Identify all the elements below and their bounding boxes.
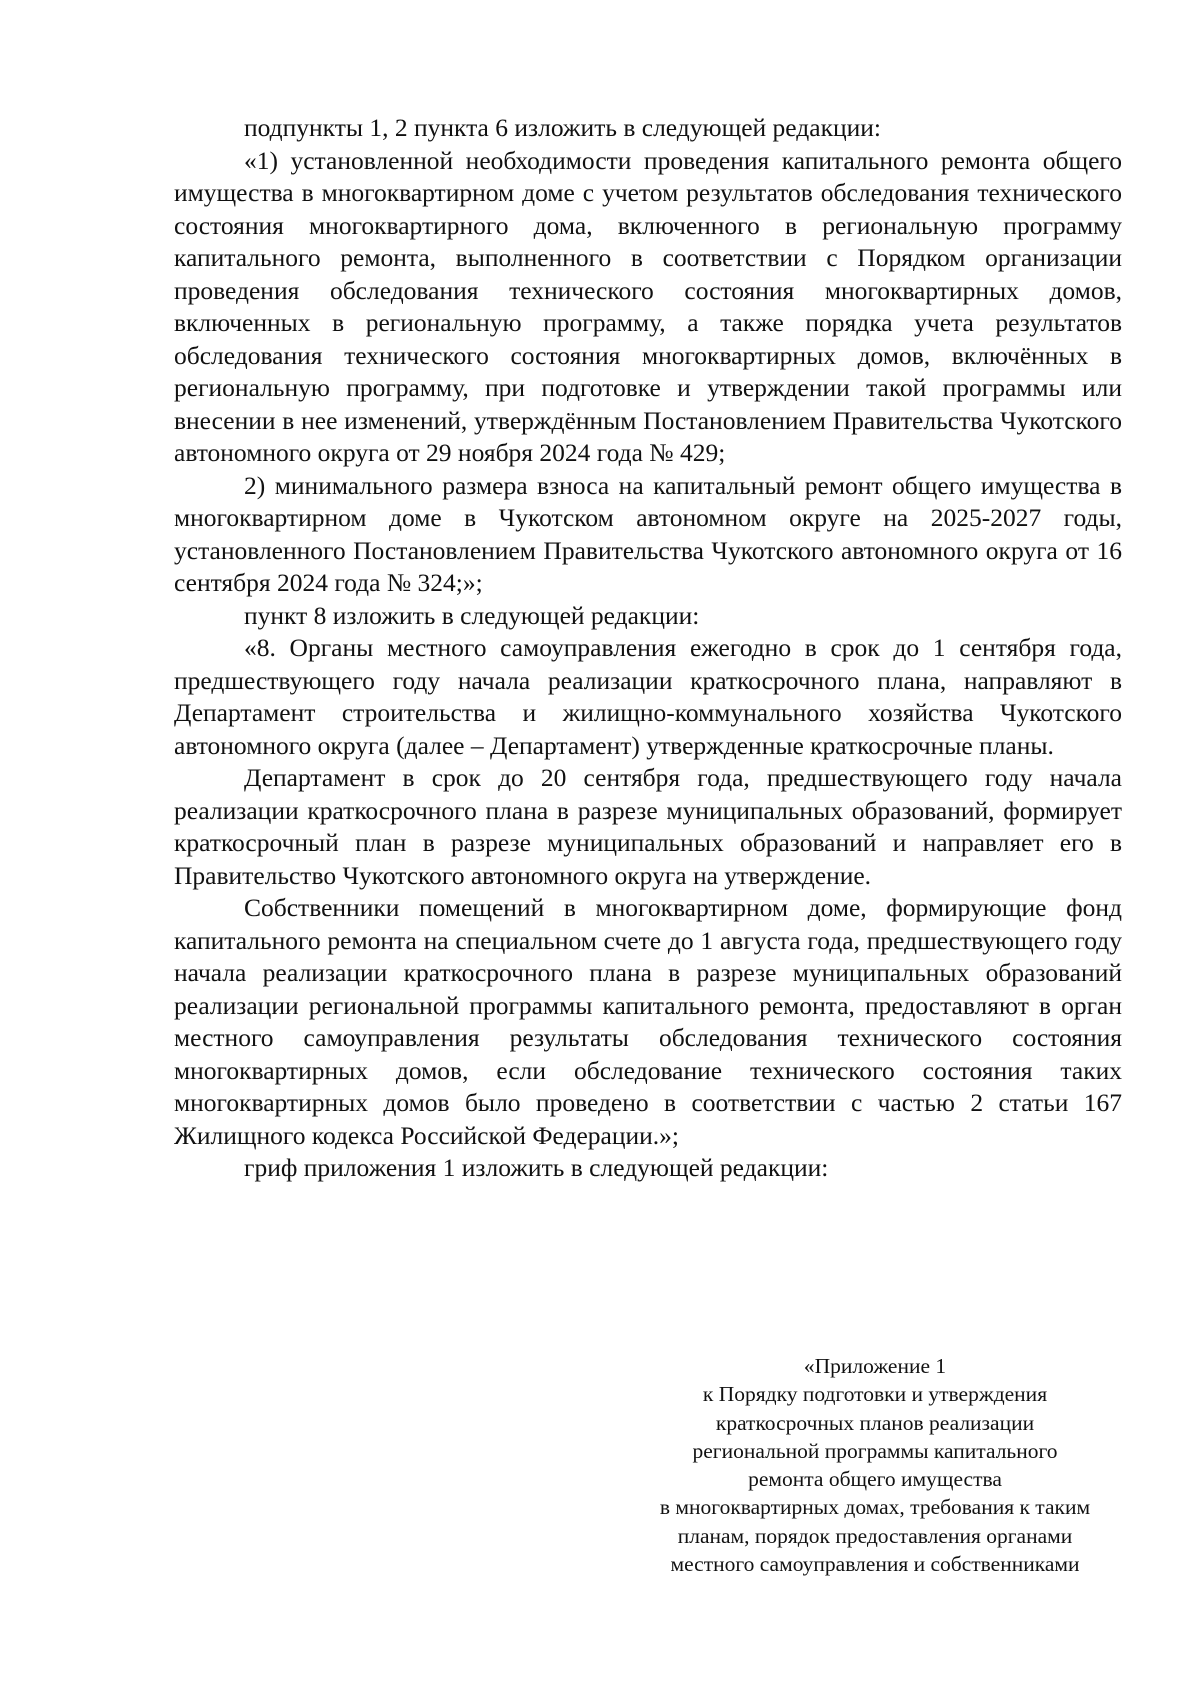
grif-line: «Приложение 1 bbox=[803, 1354, 947, 1378]
grif-line: планам, порядок предоставления органами bbox=[677, 1523, 1073, 1548]
grif-line: краткосрочных планов реализации bbox=[715, 1410, 1035, 1435]
paragraph-item-8: «8. Органы местного самоуправления ежегодно в срок до 1 сентября года, предшествующего году начала реализации краткосрочного плана, направляют в Департамент строительства и жилищно-коммунального хозяйства Чукотского автономного округа (далее – Департамент) утвержденные краткосрочные планы. bbox=[174, 633, 1122, 760]
paragraph-department: Департамент в срок до 20 сентября года, предшествующего году начала реализации краткосрочного плана в разрезе муниципальных образований, формирует краткосрочный план в разрезе муниципальных образований и направляет его в Правительство Чукотского автономного округа на утверждение. bbox=[174, 763, 1122, 890]
grif-line: местного самоуправления и собственниками bbox=[670, 1552, 1080, 1577]
grif-line: к Порядку подготовки и утверждения bbox=[702, 1382, 1048, 1407]
paragraph-subitem-1: «1) установленной необходимости проведения капитального ремонта общего имущества в многоквартирном доме с учетом результатов обследования технического состояния многоквартирного дома, включенного в региональную программу капитального ремонта, выполненного в соответствии с Порядком организации проведения обследования технического состояния многоквартирных домов, включенных в региональную программу, а также порядка учета результатов обследования технического состояния многоквартирных домов, включённых в региональную программу, при подготовке и утверждении такой программы или внесении в нее изменений, утверждённым Постановлением Правительства Чукотского автономного округа от 29 ноября 2024 года № 429; bbox=[174, 145, 1122, 467]
grif-line: в многоквартирных домах, требования к таким bbox=[659, 1495, 1091, 1520]
paragraph-owners: Собственники помещений в многоквартирном доме, формирующие фонд капитального ремонта на специальном счете до 1 августа года, предшествующего году начала реализации краткосрочного плана в разрезе муниципальных образований реализации региональной программы капитального ремонта, предоставляют в орган местного самоуправления результаты обследования технического состояния многоквартирных домов, если обследование технического состояния таких многоквартирных домов было проведено в соответствии с частью 2 статьи 167 Жилищного кодекса Российской Федерации.»; bbox=[174, 893, 1122, 1150]
paragraph-intro-subitems: подпункты 1, 2 пункта 6 изложить в следующей редакции: bbox=[244, 113, 881, 142]
paragraph-subitem-2: 2) минимального размера взноса на капитальный ремонт общего имущества в многоквартирном доме в Чукотском автономном округе на 2025-2027 годы, установленного Постановлением Правительства Чукотского автономного округа от 16 сентября 2024 года № 324;»; bbox=[174, 470, 1122, 597]
grif-line: региональной программы капитального bbox=[692, 1438, 1058, 1463]
document-body bbox=[174, 112, 1122, 1185]
paragraph-intro-grif: гриф приложения 1 изложить в следующей редакции: bbox=[244, 1153, 829, 1182]
appendix-grif bbox=[630, 1352, 1120, 1578]
paragraph-intro-item-8: пункт 8 изложить в следующей редакции: bbox=[244, 600, 700, 630]
grif-line: ремонта общего имущества bbox=[748, 1467, 1002, 1492]
